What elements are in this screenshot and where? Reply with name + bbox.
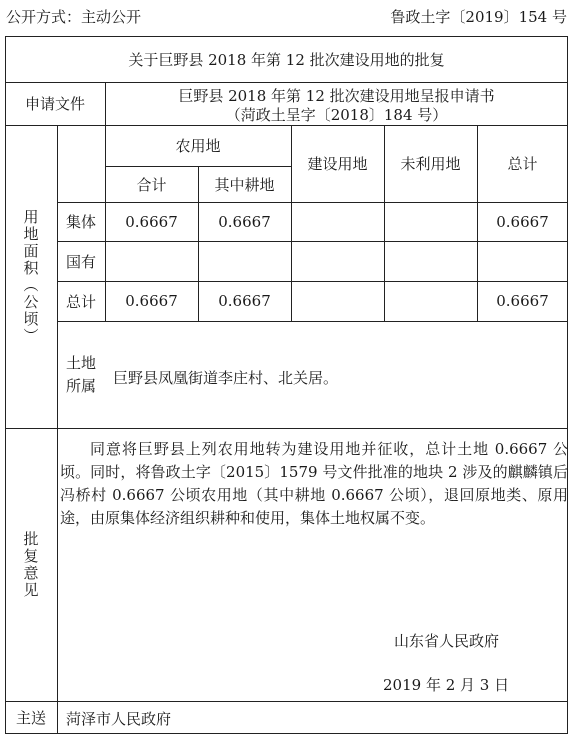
ownership-value: 巨野县凤凰街道李庄村、北关居。 <box>113 369 339 387</box>
opinion-text: 同意将巨野县上列农用地转为建设用地并征收，总计土地 0.6667 公顷。同时，将鲁政土字〔2015〕1579 号文件批准的地块 2 涉及的麒麟镇后冯桥村 0.6667 公顷农用地（其中耕地 0.6667 公顷），退回原地类、原用途，由原集体经济组织耕种和使用，集体土地权属不变。 <box>60 440 568 527</box>
cell-state-unused <box>384 241 477 281</box>
cell-state-construction <box>291 241 384 281</box>
cell-state-farmland <box>198 241 291 281</box>
opinion-label: 批复意见 <box>21 530 40 599</box>
row-divider <box>5 701 568 702</box>
application-line-2: （菏政土呈字〔2018〕184 号） <box>225 106 448 124</box>
cell-total-unused <box>384 281 477 321</box>
cell-collective-unused <box>384 202 477 241</box>
issuer: 山东省人民政府 <box>394 632 500 650</box>
cell-collective-construction <box>291 202 384 241</box>
area-section-label: 用地面积（公顷） <box>21 208 40 345</box>
cell-collective-farmland: 0.6667 <box>218 212 271 231</box>
col-divider <box>57 701 58 734</box>
ownership-label-1: 土地 <box>65 354 96 372</box>
header-subtotal: 合计 <box>136 175 167 194</box>
area-section-label-cell <box>5 125 57 428</box>
col-divider <box>57 428 58 701</box>
cell-collective-subtotal: 0.6667 <box>125 212 178 231</box>
header-total: 总计 <box>507 155 538 173</box>
row-label-collective: 集体 <box>65 213 96 231</box>
cell-collective-total: 0.6667 <box>496 212 549 231</box>
opinion-label-cell <box>5 428 57 701</box>
header-construction: 建设用地 <box>307 155 368 173</box>
cell-total-subtotal: 0.6667 <box>125 292 178 310</box>
header-unused: 未利用地 <box>400 155 461 173</box>
document-number: 鲁政土字〔2019〕154 号 <box>390 8 567 26</box>
cell-total-farmland: 0.6667 <box>218 292 271 310</box>
row-label-state: 国有 <box>65 252 96 271</box>
cell-state-total <box>477 241 568 281</box>
row-label-total: 总计 <box>65 292 96 311</box>
cell-total-total: 0.6667 <box>496 292 549 310</box>
application-label: 申请文件 <box>24 95 85 113</box>
header-farmland: 其中耕地 <box>214 175 275 194</box>
document-title: 关于巨野县 2018 年第 12 批次建设用地的批复 <box>128 50 445 69</box>
ownership-label-2: 所属 <box>65 377 96 395</box>
row-divider <box>5 428 568 429</box>
disclosure-mode: 公开方式：主动公开 <box>6 8 142 26</box>
application-line-1: 巨野县 2018 年第 12 批次建设用地呈报申请书 <box>178 87 495 105</box>
cell-total-construction <box>291 281 384 321</box>
issue-date: 2019 年 2 月 3 日 <box>383 676 510 694</box>
header-agri: 农用地 <box>175 137 221 155</box>
recipient-label: 主送 <box>15 709 46 727</box>
cell-state-subtotal <box>105 241 198 281</box>
row-divider <box>57 321 568 322</box>
recipient-value: 菏泽市人民政府 <box>66 710 172 728</box>
